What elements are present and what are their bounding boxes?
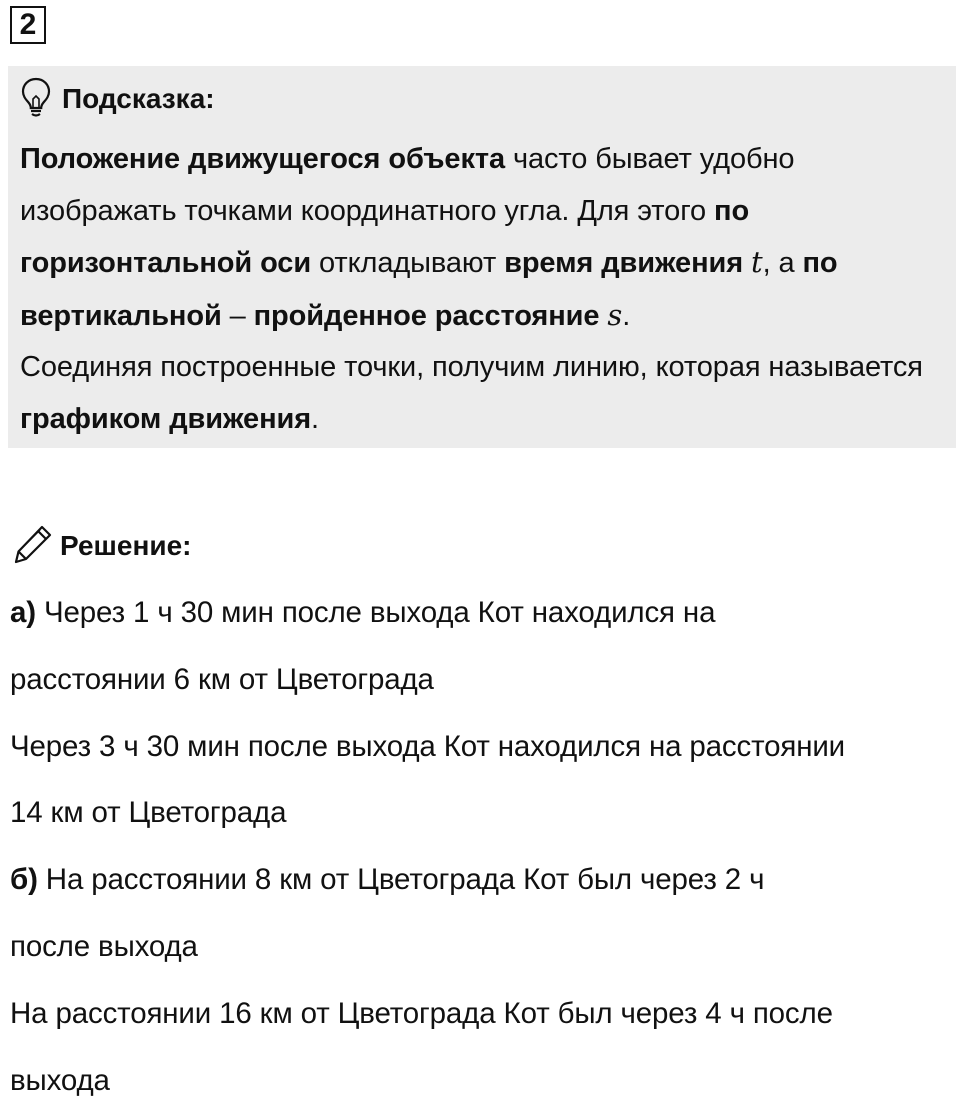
term-horizontal-axis: по горизонтальной оси [20, 194, 750, 279]
variable-s: s [607, 297, 623, 332]
solution-line: б) На расстоянии 8 км от Цветограда Кот был через 2 ч [10, 863, 765, 897]
variable-t: t [751, 245, 763, 279]
term-motion-graph: графиком движения [20, 402, 312, 435]
hint-header [20, 78, 944, 120]
hint-paragraph-1: Положение движущегося объекта часто бывает удобно изображать точками координатного угла. Для этого по горизонтальной оси откладывают время движения t, а по вертикальной – пройденное расстояние s. [20, 143, 838, 332]
solution-line: На расстоянии 16 км от Цветограда Кот был через 4 ч после [10, 996, 833, 1030]
term-distance: пройденное расстояние [253, 299, 600, 332]
hint-title: Подсказка: [62, 83, 215, 114]
hint-text [20, 134, 944, 445]
hint-paragraph-2: Соединяя построенные точки, получим линию, которая называется графиком движения. [20, 351, 923, 435]
term-object-position: Положение движущегося объекта [20, 143, 505, 175]
solution-line: расстоянии 6 км от Цветограда [10, 662, 434, 696]
lightbulb-icon [20, 77, 62, 122]
part-label: б) [10, 863, 38, 897]
hint-box [8, 66, 956, 448]
solution-body [10, 580, 955, 1104]
solution-line: а) Через 1 ч 30 мин после выхода Кот находился на [10, 596, 716, 629]
solution-line: выхода [10, 1063, 110, 1097]
solution-header [12, 522, 191, 570]
solution-title: Решение: [60, 530, 192, 561]
term-movement-time: время движения [504, 247, 744, 279]
task-number-badge: 2 [10, 6, 46, 44]
part-label: а) [10, 596, 36, 629]
solution-line: Через 3 ч 30 мин после выхода Кот находился на расстоянии [10, 729, 846, 763]
solution-line: 14 км от Цветограда [10, 796, 287, 830]
term-vertical-axis: по вертикальной [20, 247, 838, 332]
pencil-icon [12, 523, 60, 570]
solution-line: после выхода [10, 929, 198, 963]
